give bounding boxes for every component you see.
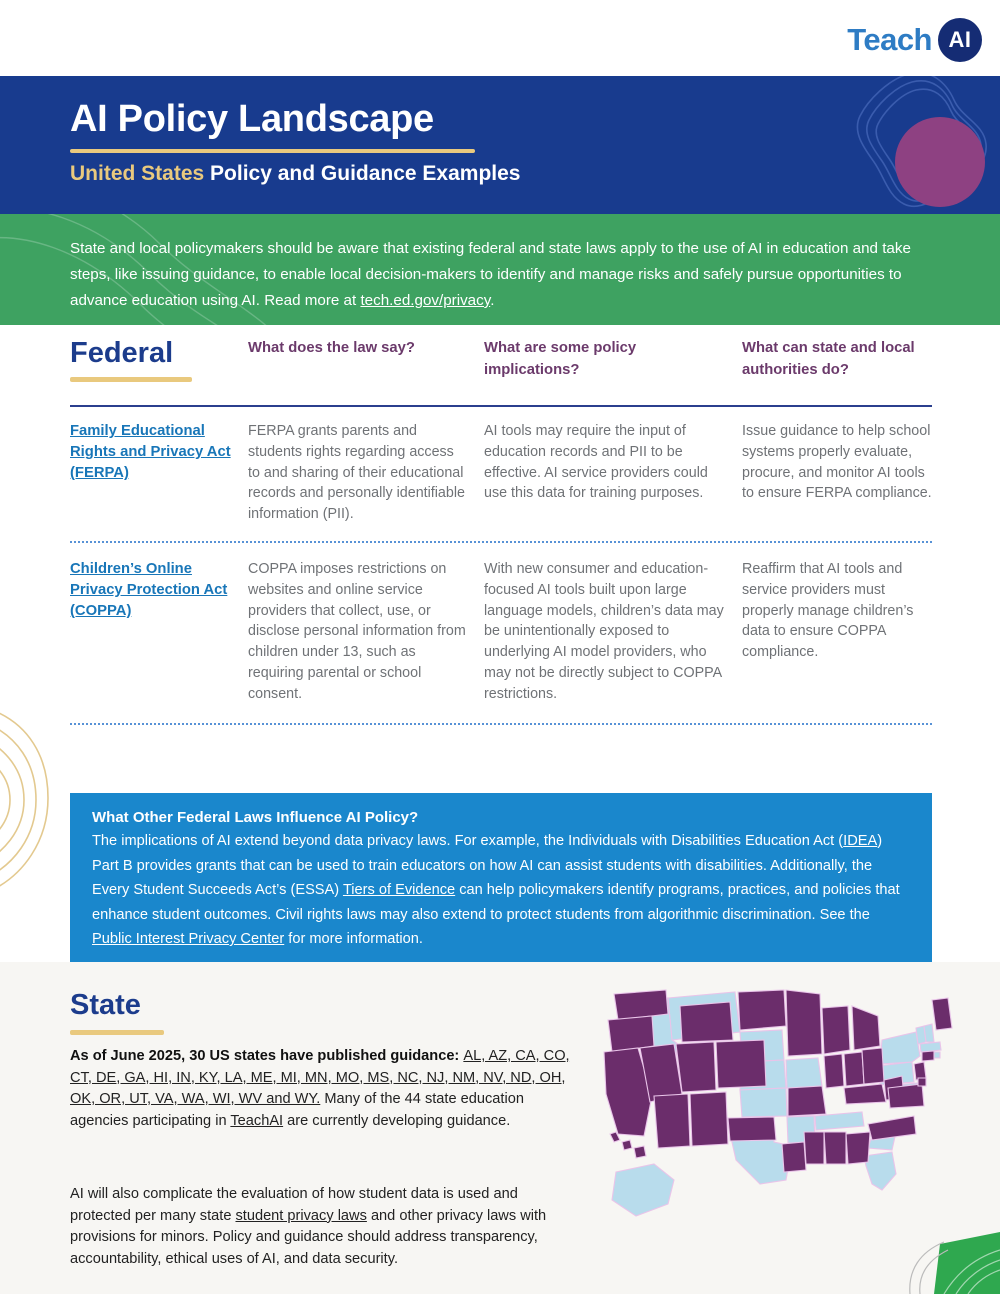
table-cell-authorities: Reaffirm that AI tools and service providers must properly manage children’s data to ensure COPPA compliance. bbox=[742, 560, 914, 661]
state-paragraph-1-mid: Many of the 44 state education agencies participating in bbox=[70, 1091, 524, 1129]
table-cell-authorities: Issue guidance to help school systems properly evaluate, procure, and monitor AI tools to ensure FERPA compliance. bbox=[742, 423, 932, 502]
state-shape-mo bbox=[788, 1086, 826, 1116]
state-shape-ky bbox=[844, 1084, 886, 1104]
us-states-guidance-map bbox=[596, 984, 966, 1254]
state-shape-nj bbox=[914, 1062, 926, 1080]
idea-link[interactable]: IDEA bbox=[843, 833, 878, 849]
table-cell-law-say: FERPA grants parents and students rights regarding access to and sharing of their educational records and personally identifiable information (PII). bbox=[248, 423, 465, 523]
table-row bbox=[0, 543, 1000, 723]
public-interest-privacy-center-link[interactable]: Public Interest Privacy Center bbox=[92, 931, 285, 947]
row-divider bbox=[70, 723, 932, 725]
law-link-coppa[interactable]: Children’s Online Privacy Protection Act (COPPA) bbox=[70, 560, 228, 619]
intro-banner-text bbox=[70, 236, 932, 314]
state-section bbox=[0, 962, 1000, 1294]
tiers-of-evidence-link[interactable]: Tiers of Evidence bbox=[342, 882, 456, 898]
subtitle-highlight: United States bbox=[70, 162, 205, 185]
state-shape-ms bbox=[804, 1132, 824, 1164]
state-shape-wi bbox=[822, 1006, 850, 1054]
blob-decoration-icon bbox=[850, 76, 990, 214]
federal-laws-callout bbox=[70, 793, 932, 970]
page-header bbox=[0, 76, 1000, 214]
state-shape-ks bbox=[740, 1088, 787, 1117]
column-header-authorities: What can state and local authorities do? bbox=[742, 340, 915, 378]
state-paragraph-2-start: AI will also complicate the evaluation of how student data is used and protected per many state bbox=[70, 1186, 518, 1224]
state-shape-in bbox=[844, 1052, 864, 1086]
page-subtitle bbox=[70, 162, 521, 186]
state-shape-nc bbox=[868, 1116, 916, 1140]
federal-table-header bbox=[0, 325, 1000, 407]
state-shape-nm bbox=[690, 1092, 728, 1146]
intro-text-period: . bbox=[490, 292, 495, 309]
callout-heading: What Other Federal Laws Influence AI Policy? bbox=[92, 809, 419, 826]
state-shape-co bbox=[716, 1040, 766, 1088]
column-header-law-say: What does the law say? bbox=[248, 340, 415, 356]
callout-seg-2: ) Part B provides grants that can be used to train educators on how AI can assist students with disabilities. Additionally, the Every Student Succeeds Act’s (ESSA) bbox=[92, 833, 883, 898]
state-shape-ok bbox=[728, 1117, 776, 1141]
student-privacy-laws-link[interactable]: student privacy laws bbox=[235, 1207, 367, 1224]
state-shape-va bbox=[888, 1084, 924, 1108]
state-shape-hi2 bbox=[622, 1140, 632, 1150]
table-cell-implications: With new consumer and education-focused AI tools built upon large language models, children’s data may be unintentionally exposed to underlying AI model providers, who may not be directly subject to COPPA restrictions. bbox=[484, 560, 724, 702]
state-shape-ut bbox=[676, 1042, 716, 1092]
callout-seg-3: can help policymakers identify programs, practices, and policies that enhance student outcomes. Civil rights laws may also extend to protect students from algorithmic discrimination. See the bbox=[92, 882, 900, 923]
federal-section bbox=[0, 325, 1000, 725]
state-shape-wy bbox=[680, 1002, 733, 1042]
state-shape-ga bbox=[846, 1132, 870, 1164]
intro-banner bbox=[0, 214, 1000, 325]
state-shape-or bbox=[608, 1016, 654, 1052]
state-shape-la bbox=[782, 1142, 806, 1172]
teachai-link[interactable]: TeachAI bbox=[230, 1112, 284, 1129]
federal-heading-underline bbox=[70, 377, 192, 382]
state-paragraph-1 bbox=[70, 1046, 570, 1132]
state-paragraph-1-bold: As of June 2025, 30 US states have published guidance: bbox=[70, 1048, 464, 1064]
state-shape-ia bbox=[786, 1058, 822, 1088]
state-shape-oh bbox=[862, 1048, 884, 1084]
state-shape-ak bbox=[612, 1164, 674, 1216]
federal-heading: Federal bbox=[70, 337, 174, 369]
tech-ed-gov-link[interactable]: tech.ed.gov/privacy bbox=[360, 292, 491, 309]
law-link-ferpa[interactable]: Family Educational Rights and Privacy Act (FERPA) bbox=[70, 423, 231, 481]
state-paragraph-2-end: and other privacy laws with provisions for minors. Policy and guidance should address transparency, accountability, ethical uses of AI, and data security. bbox=[70, 1207, 547, 1267]
state-abbrev-links[interactable]: AL, AZ, CA, CO, CT, DE, GA, HI, IN, KY, LA, ME, MI, MN, MO, MS, NC, NJ, NM, NV, ND, OH, OK, OR, UT, VA, WA, WI, WV and WY. bbox=[70, 1048, 570, 1107]
state-paragraph-2 bbox=[70, 1184, 570, 1270]
state-shape-hi3 bbox=[634, 1146, 646, 1158]
state-shape-me bbox=[932, 998, 952, 1030]
state-shape-ma bbox=[920, 1042, 941, 1052]
table-cell-implications: AI tools may require the input of education records and PII to be effective. AI service providers could use this data for training purposes. bbox=[484, 423, 708, 502]
state-shape-mi bbox=[852, 1006, 880, 1050]
table-cell-law bbox=[70, 421, 248, 525]
table-row bbox=[0, 407, 1000, 541]
callout-seg-4: for more information. bbox=[284, 931, 423, 947]
logo-ai-badge-icon: AI bbox=[938, 18, 982, 62]
state-shape-ct bbox=[922, 1051, 934, 1061]
state-shape-nh bbox=[924, 1024, 934, 1042]
column-header-implications: What are some policy implications? bbox=[484, 340, 637, 378]
table-cell-law bbox=[70, 559, 248, 705]
state-heading-underline bbox=[70, 1030, 164, 1035]
intro-text-main: State and local policymakers should be aware that existing federal and state laws apply to the use of AI in education and take steps, like issuing guidance, to enable local decision-makers to identify and manage risks and safely pursue opportunities to advance education using AI. Read more at bbox=[70, 240, 911, 309]
state-shape-nd bbox=[738, 990, 786, 1030]
state-shape-de bbox=[918, 1078, 926, 1086]
table-cell-law-say: COPPA imposes restrictions on websites and online service providers that collect, use, or disclose personal information from children under 13, such as requiring parental or school consent. bbox=[248, 560, 466, 702]
green-corner-decoration-icon bbox=[904, 1230, 1000, 1294]
logo-bar bbox=[0, 0, 1000, 76]
logo-wordmark: Teach bbox=[847, 22, 932, 57]
teachai-logo[interactable] bbox=[847, 18, 982, 62]
title-underline bbox=[70, 149, 475, 153]
state-shape-ri bbox=[934, 1052, 940, 1058]
state-shape-il bbox=[824, 1054, 844, 1088]
state-shape-mn bbox=[786, 990, 822, 1056]
state-shape-az bbox=[654, 1094, 690, 1148]
gold-blob-decoration-icon bbox=[0, 700, 72, 900]
state-paragraph-1-end: are currently developing guidance. bbox=[283, 1112, 511, 1129]
state-shape-wa bbox=[614, 990, 668, 1020]
state-shape-ny bbox=[880, 1032, 920, 1064]
subtitle-rest: Policy and Guidance Examples bbox=[204, 162, 521, 185]
callout-body bbox=[92, 829, 910, 952]
state-shape-al bbox=[824, 1132, 846, 1164]
page-title: AI Policy Landscape bbox=[70, 98, 434, 140]
callout-seg-1: The implications of AI extend beyond data privacy laws. For example, the Individuals with Disabilities Education Act ( bbox=[92, 833, 844, 849]
state-heading: State bbox=[70, 989, 141, 1021]
